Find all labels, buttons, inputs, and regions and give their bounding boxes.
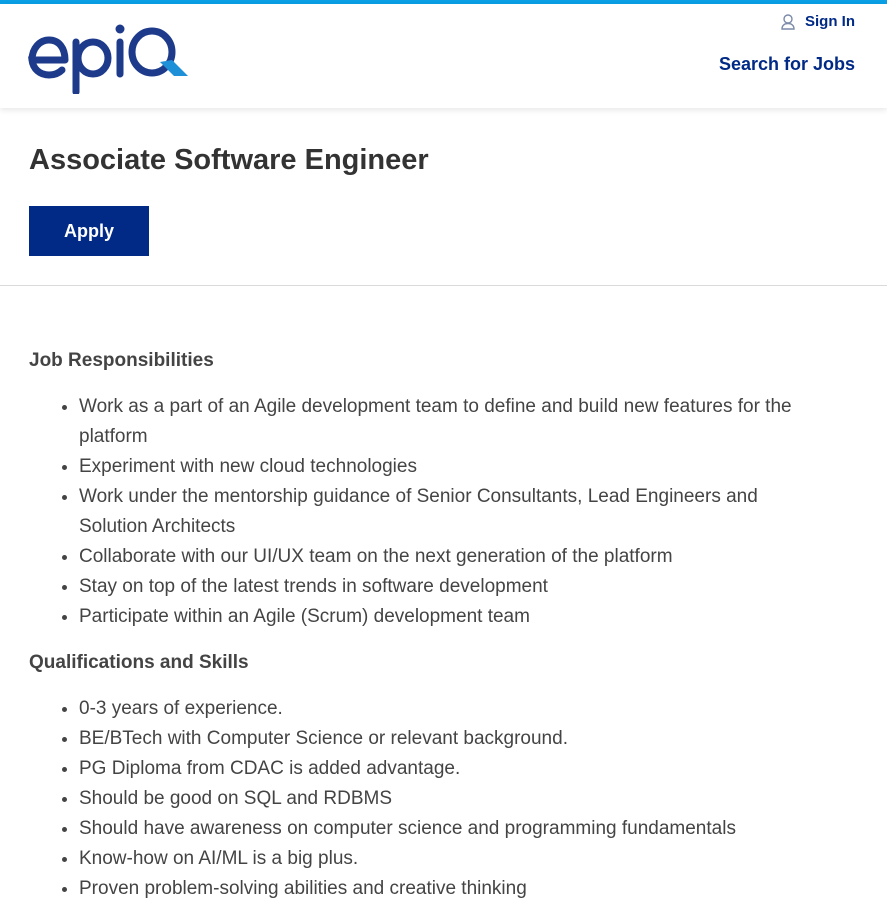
sign-in-link[interactable] — [781, 13, 855, 30]
responsibilities-list — [29, 392, 829, 632]
section-heading: Qualifications and Skills — [29, 652, 249, 673]
list-item: • Participate within an Agile (Scrum) development team — [79, 602, 829, 632]
list-item: • BE/BTech with Computer Science or relevant background. — [79, 724, 829, 754]
search-for-jobs-link[interactable]: Search for Jobs — [718, 54, 855, 74]
sign-in-label: Sign In — [805, 13, 855, 30]
list-item: • 0-3 years of experience. — [79, 694, 829, 724]
list-item: • Work as a part of an Agile development team to define and build new features for the platform — [79, 392, 829, 452]
list-item: • Experiment with new cloud technologies — [79, 452, 829, 482]
list-item: • Work under the mentorship guidance of Senior Consultants, Lead Engineers and Solution Architects — [79, 482, 829, 542]
epiq-logo[interactable] — [28, 22, 193, 94]
job-description — [0, 286, 858, 904]
section-heading: Job Responsibilities — [29, 350, 214, 371]
list-item: • Should have awareness on computer science and programming fundamentals — [79, 814, 829, 844]
job-title-area — [0, 108, 887, 286]
page-title: Associate Software Engineer — [29, 144, 429, 176]
list-item: • Stay on top of the latest trends in software development — [79, 572, 829, 602]
list-item: • Collaborate with our UI/UX team on the next generation of the platform — [79, 542, 829, 572]
responsibilities-section — [29, 348, 829, 632]
site-header — [0, 4, 887, 108]
apply-button[interactable]: Apply — [29, 206, 149, 256]
list-item: • Proven problem-solving abilities and creative thinking — [79, 874, 829, 904]
list-item: • Should be good on SQL and RDBMS — [79, 784, 829, 814]
qualifications-section — [29, 650, 829, 904]
qualifications-list — [29, 694, 829, 904]
list-item: • PG Diploma from CDAC is added advantage. — [79, 754, 829, 784]
user-icon — [781, 14, 795, 30]
list-item: • Know-how on AI/ML is a big plus. — [79, 844, 829, 874]
